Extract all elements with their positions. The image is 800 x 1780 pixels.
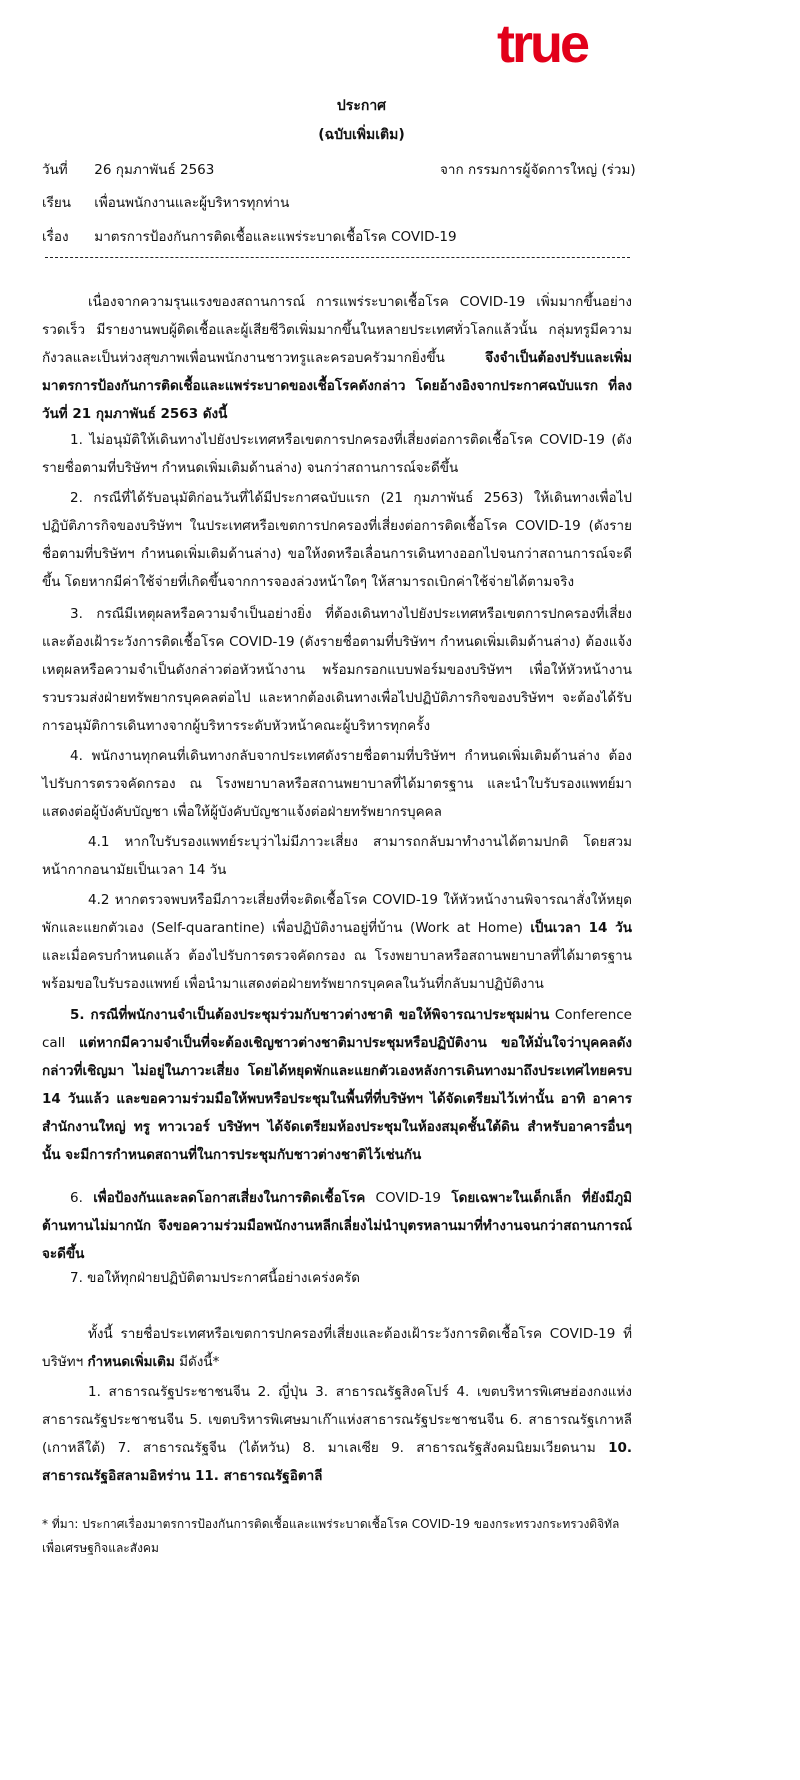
to-label: เรียน	[42, 195, 72, 211]
item-3: 3. กรณีมีเหตุผลหรือความจำเป็นอย่างยิ่ง ที่ต้องเดินทางไปยังประเทศหรือเขตการปกครองที่เสี่ยงและต้องเฝ้าระวังการติดเชื้อโรค COVID-19 (ดังรายชื่อตามที่บริษัทฯ กำหนดเพิ่มเติมด้านล่าง) ต้องแจ้งเหตุผลหรือความจำเป็นดังกล่าวต่อหัวหน้างาน พร้อมกรอกแบบฟอร์มของบริษัทฯ เพื่อให้หัวหน้างานรวบรวมส่งฝ่ายทรัพยากรบุคคลต่อไป และหากต้องเดินทางเพื่อไปปฏิบัติภารกิจของบริษัทฯ จะต้องได้รับการอนุมัติการเดินทางจากผู้บริหารระดับหัวหน้าคณะผู้บริหารทุกครั้ง	[42, 606, 632, 734]
subject-label: เรื่อง	[42, 229, 69, 245]
item-4-2	[42, 886, 632, 998]
item-6-num: 6.	[70, 1190, 83, 1206]
date-row	[42, 160, 214, 180]
item-5-plain: Conference call	[42, 1007, 632, 1051]
announcement-title: ประกาศ	[336, 98, 387, 114]
list-intro-text-a: ทั้งนี้ รายชื่อประเทศหรือเขตการปกครองที่เสี่ยงและต้องเฝ้าระวังการติดเชื้อโรค COVID-19 ที่บริษัทฯ	[42, 1326, 632, 1370]
item-6	[42, 1184, 632, 1268]
item-7: 7. ขอให้ทุกฝ่ายปฏิบัติตามประกาศนี้อย่างเคร่งครัด	[70, 1270, 361, 1286]
list-intro-text-b: มีดังนี้*	[179, 1354, 220, 1370]
item-6-bold: เพื่อป้องกันและลดโอกาสเสี่ยงในการติดเชื้อโรค	[93, 1190, 366, 1206]
item-6-mid: COVID-19	[375, 1190, 442, 1206]
date-value: 26 กุมภาพันธ์ 2563	[94, 162, 215, 178]
item-1: 1. ไม่อนุมัติให้เดินทางไปยังประเทศหรือเขตการปกครองที่เสี่ยงต่อการติดเชื้อโรค COVID-19 (ดังรายชื่อตามที่บริษัทฯ กำหนดเพิ่มเติมด้านล่าง) จนกว่าสถานการณ์จะดีขึ้น	[42, 432, 632, 476]
true-logo: true	[497, 14, 588, 74]
item-2: 2. กรณีที่ได้รับอนุมัติก่อนวันที่ได้มีประกาศฉบับแรก (21 กุมภาพันธ์ 2563) ให้เดินทางเพื่อไปปฏิบัติภารกิจของบริษัทฯ ในประเทศหรือเขตการปกครองที่เสี่ยงต่อการติดเชื้อโรค COVID-19 (ดังรายชื่อตามที่บริษัทฯ กำหนดเพิ่มเติมด้านล่าง) ขอให้งดหรือเลื่อนการเดินทางออกไปจนกว่าสถานการณ์จะดีขึ้น โดยหากมีค่าใช้จ่ายที่เกิดขึ้นจากการจองล่วงหน้าใดๆ ให้สามารถเบิกค่าใช้จ่ายได้ตามจริง	[42, 490, 632, 590]
item-4-1: 4.1 หากใบรับรองแพทย์ระบุว่าไม่มีภาวะเสี่ยง สามารถกลับมาทำงานได้ตามปกติ โดยสวมหน้ากากอนามัยเป็นเวลา 14 วัน	[42, 834, 632, 878]
subject-row	[42, 227, 457, 247]
dashed-divider	[45, 257, 630, 258]
from-line: จาก กรรมการผู้จัดการใหญ่ (ร่วม)	[440, 162, 636, 178]
item-5-bold-a: 5. กรณีที่พนักงานจำเป็นต้องประชุมร่วมกับชาวต่างชาติ ขอให้พิจารณาประชุมผ่าน	[70, 1007, 550, 1023]
item-4-2-text-b: และเมื่อครบกำหนดแล้ว ต้องไปรับการตรวจคัดกรอง ณ โรงพยาบาลหรือสถานพยาบาลที่ได้มาตรฐาน พร้อมขอใบรับรองแพทย์ เพื่อนำมาแสดงต่อฝ่ายทรัพยากรบุคคลในวันที่กลับมาปฏิบัติงาน	[42, 948, 632, 992]
item-5-bold-b: แต่หากมีความจำเป็นที่จะต้องเชิญชาวต่างชาติมาประชุมหรือปฏิบัติงาน ขอให้มั่นใจว่าบุคคลดังกล่าวที่เชิญมา ไม่อยู่ในภาวะเสี่ยง โดยได้หยุดพักและแยกตัวเองหลังการเดินทางมาถึงประเทศไทยครบ 14 วันแล้ว และขอความร่วมมือให้พบหรือประชุมในพื้นที่ที่บริษัทฯ ได้จัดเตรียมไว้เท่านั้น อาทิ อาคารสำนักงานใหญ่ ทรู ทาวเวอร์ บริษัทฯ ได้จัดเตรียมห้องประชุมในห้องสมุดชั้นใต้ดิน สำหรับอาคารอื่นๆ นั้น จะมีการกำหนดสถานที่ในการประชุมกับชาวต่างชาติไว้เช่นกัน	[42, 1035, 633, 1163]
date-label: วันที่	[42, 162, 68, 178]
to-row	[42, 193, 289, 213]
footnote: * ที่มา: ประกาศเรื่องมาตรการป้องกันการติดเชื้อและแพร่ระบาดเชื้อโรค COVID-19 ของกระทรวงกระทรวงดิจิทัลเพื่อเศรษฐกิจและสังคม	[42, 1517, 620, 1555]
announcement-subtitle: (ฉบับเพิ่มเติม)	[318, 127, 405, 143]
list-intro-bold: กำหนดเพิ่มเติม	[87, 1354, 175, 1370]
item-6-bold-2: โดยเฉพาะในเด็กเล็ก ที่ยังมีภูมิต้านทานไม่มากนัก จึงขอความร่วมมือพนักงานหลีกเลี่ยงไม่นำบุตรหลานมาที่ทำงานจนกว่าสถานการณ์จะดีขึ้น	[42, 1190, 633, 1262]
countries-bold: 10. สาธารณรัฐอิสลามอิหร่าน 11. สาธารณรัฐอิตาลี	[42, 1440, 633, 1484]
intro-paragraph	[42, 288, 632, 428]
item-4-2-text-a: 4.2 หากตรวจพบหรือมีภาวะเสี่ยงที่จะติดเชื้อโรค COVID-19 ให้หัวหน้างานพิจารณาสั่งให้หยุดพักและแยกตัวเอง (Self-quarantine) เพื่อปฏิบัติงานอยู่ที่บ้าน (Work at Home)	[42, 892, 632, 936]
country-list-intro	[42, 1320, 632, 1376]
country-list	[42, 1378, 632, 1490]
to-value: เพื่อนพนักงานและผู้บริหารทุกท่าน	[94, 195, 290, 211]
intro-text: เนื่องจากความรุนแรงของสถานการณ์ การแพร่ระบาดเชื้อโรค COVID-19 เพิ่มมากขึ้นอย่างรวดเร็ว มีรายงานพบผู้ติดเชื้อและผู้เสียชีวิตเพิ่มมากขึ้นในหลายประเทศทั่วโลกแล้วนั้น กลุ่มทรูมีความกังวลและเป็นห่วงสุขภาพเพื่อนพนักงานชาวทรูและครอบครัวมากยิ่งขึ้น	[42, 294, 632, 366]
subject-value: มาตรการป้องกันการติดเชื้อและแพร่ระบาดเชื้อโรค COVID-19	[94, 229, 457, 245]
item-4-2-bold: เป็นเวลา 14 วัน	[530, 920, 632, 936]
intro-bold-text: จึงจำเป็นต้องปรับและเพิ่มมาตรการป้องกันการติดเชื้อและแพร่ระบาดของเชื้อโรคดังกล่าว โดยอ้างอิงจากประกาศฉบับแรก ที่ลงวันที่ 21 กุมภาพันธ์ 2563 ดังนี้	[42, 350, 632, 422]
item-5	[42, 1001, 632, 1169]
item-4: 4. พนักงานทุกคนที่เดินทางกลับจากประเทศดังรายชื่อตามที่บริษัทฯ กำหนดเพิ่มเติมด้านล่าง ต้องไปรับการตรวจคัดกรอง ณ โรงพยาบาลหรือสถานพยาบาลที่ได้มาตรฐาน และนำใบรับรองแพทย์มาแสดงต่อผู้บังคับบัญชา เพื่อให้ผู้บังคับบัญชาแจ้งต่อฝ่ายทรัพยากรบุคคล	[42, 748, 632, 820]
countries-text: 1. สาธารณรัฐประชาชนจีน 2. ญี่ปุ่น 3. สาธารณรัฐสิงคโปร์ 4. เขตบริหารพิเศษฮ่องกงแห่งสาธารณรัฐประชาชนจีน 5. เขตบริหารพิเศษมาเก๊าแห่งสาธารณรัฐประชาชนจีน 6. สาธารณรัฐเกาหลี (เกาหลีใต้) 7. สาธารณรัฐจีน (ไต้หวัน) 8. มาเลเซีย 9. สาธารณรัฐสังคมนิยมเวียดนาม	[42, 1384, 632, 1456]
